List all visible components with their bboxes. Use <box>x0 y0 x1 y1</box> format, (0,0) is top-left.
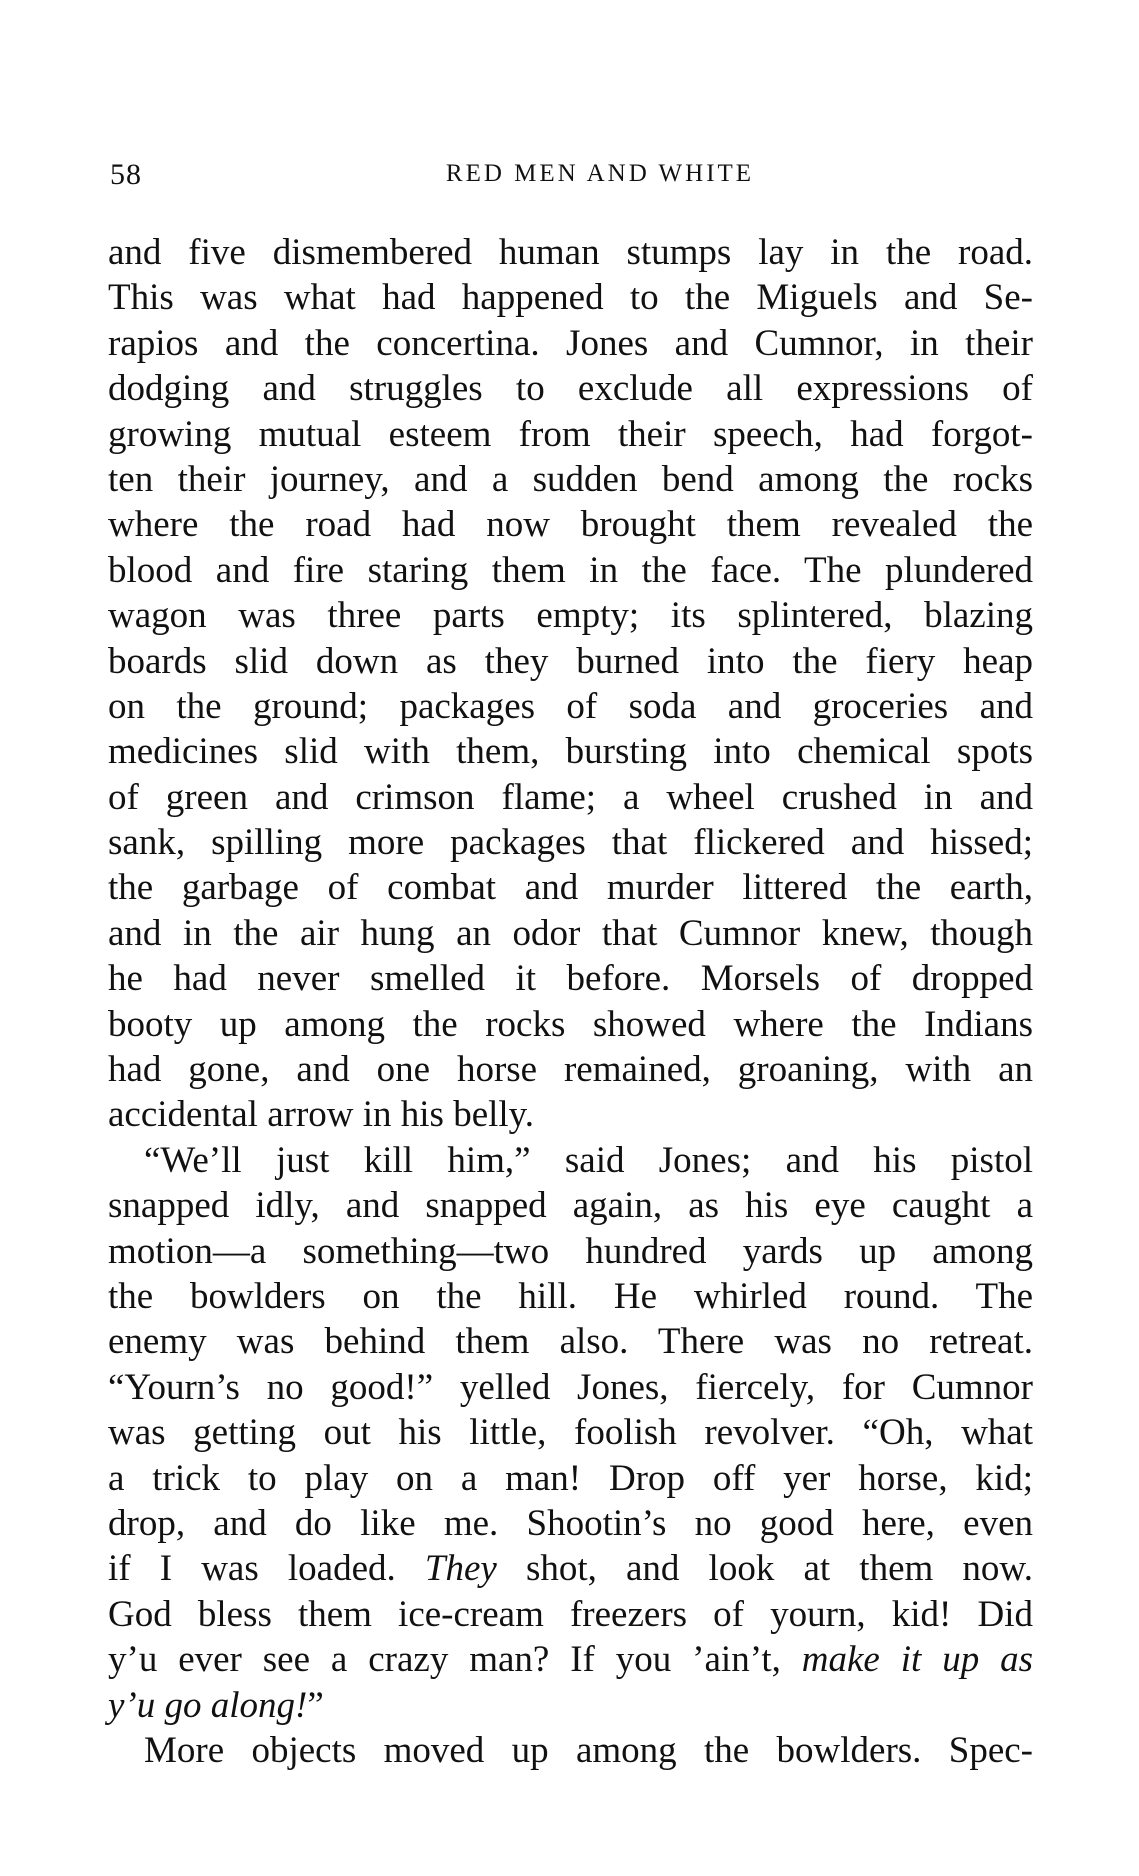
text-line: booty up among the rocks showed where the Indians <box>108 1003 1033 1045</box>
italic-text: make it up as <box>801 1639 1033 1681</box>
text-line: snapped idly, and snapped again, as his eye caught a <box>108 1185 1033 1227</box>
text-line: ten their journey, and a sudden bend among the rocks <box>108 458 1033 500</box>
text-line: had gone, and one horse remained, groaning, with an <box>108 1049 1033 1091</box>
text-line: “Yourn’s no good!” yelled Jones, fiercely, for Cumnor <box>108 1366 1033 1408</box>
text-segment: shot, and look at them now. <box>496 1548 1033 1590</box>
running-head <box>110 158 1030 198</box>
running-title: RED MEN AND WHITE <box>445 160 755 187</box>
text-line: growing mutual esteem from their speech, had forgot- <box>108 413 1033 455</box>
text-line: motion—a something—two hundred yards up among <box>108 1230 1033 1272</box>
text-line: This was what had happened to the Miguels and Se- <box>108 277 1033 319</box>
text-line: the garbage of combat and murder littered the earth, <box>108 867 1033 909</box>
text-line: boards slid down as they burned into the fiery heap <box>108 640 1033 682</box>
italic-text: They <box>424 1548 497 1590</box>
text-segment: ” <box>307 1684 324 1726</box>
text-line: the bowlders on the hill. He whirled round. The <box>108 1275 1033 1317</box>
text-line <box>108 1683 1033 1728</box>
page-number: 58 <box>110 158 142 191</box>
text-segment: y’u ever see a crazy man? If you ’ain’t, <box>108 1639 802 1681</box>
text-line: on the ground; packages of soda and groceries and <box>108 685 1033 727</box>
text-line: God bless them ice-cream freezers of yourn, kid! Did <box>108 1593 1033 1635</box>
text-line <box>108 1637 1033 1682</box>
text-line: sank, spilling more packages that flickered and hissed; <box>108 822 1033 864</box>
text-line: “We’ll just kill him,” said Jones; and his pistol <box>144 1139 1033 1181</box>
italic-text: y’u go along! <box>108 1684 308 1726</box>
text-line: a trick to play on a man! Drop off yer horse, kid; <box>108 1457 1033 1499</box>
text-line: was getting out his little, foolish revolver. “Oh, what <box>108 1412 1033 1454</box>
text-segment: if I was loaded. <box>108 1548 425 1590</box>
text-line: wagon was three parts empty; its splintered, blazing <box>108 595 1033 637</box>
text-line: More objects moved up among the bowlders. Spec- <box>144 1729 1033 1771</box>
text-line: and in the air hung an odor that Cumnor knew, though <box>108 912 1033 954</box>
text-line <box>108 1546 1033 1591</box>
text-line: where the road had now brought them revealed the <box>108 504 1033 546</box>
body-text <box>108 230 1033 1773</box>
text-line: enemy was behind them also. There was no retreat. <box>108 1321 1033 1363</box>
text-line: dodging and struggles to exclude all expressions of <box>108 368 1033 410</box>
text-line: of green and crimson flame; a wheel crushed in and <box>108 776 1033 818</box>
text-line: blood and fire staring them in the face. The plundered <box>108 549 1033 591</box>
text-line: and five dismembered human stumps lay in the road. <box>108 232 1033 273</box>
text-line: rapios and the concertina. Jones and Cumnor, in their <box>108 322 1033 364</box>
text-line: medicines slid with them, bursting into chemical spots <box>108 731 1033 773</box>
text-line: drop, and do like me. Shootin’s no good here, even <box>108 1502 1033 1544</box>
text-line: accidental arrow in his belly. <box>108 1094 535 1136</box>
text-line: he had never smelled it before. Morsels of dropped <box>108 958 1033 1000</box>
